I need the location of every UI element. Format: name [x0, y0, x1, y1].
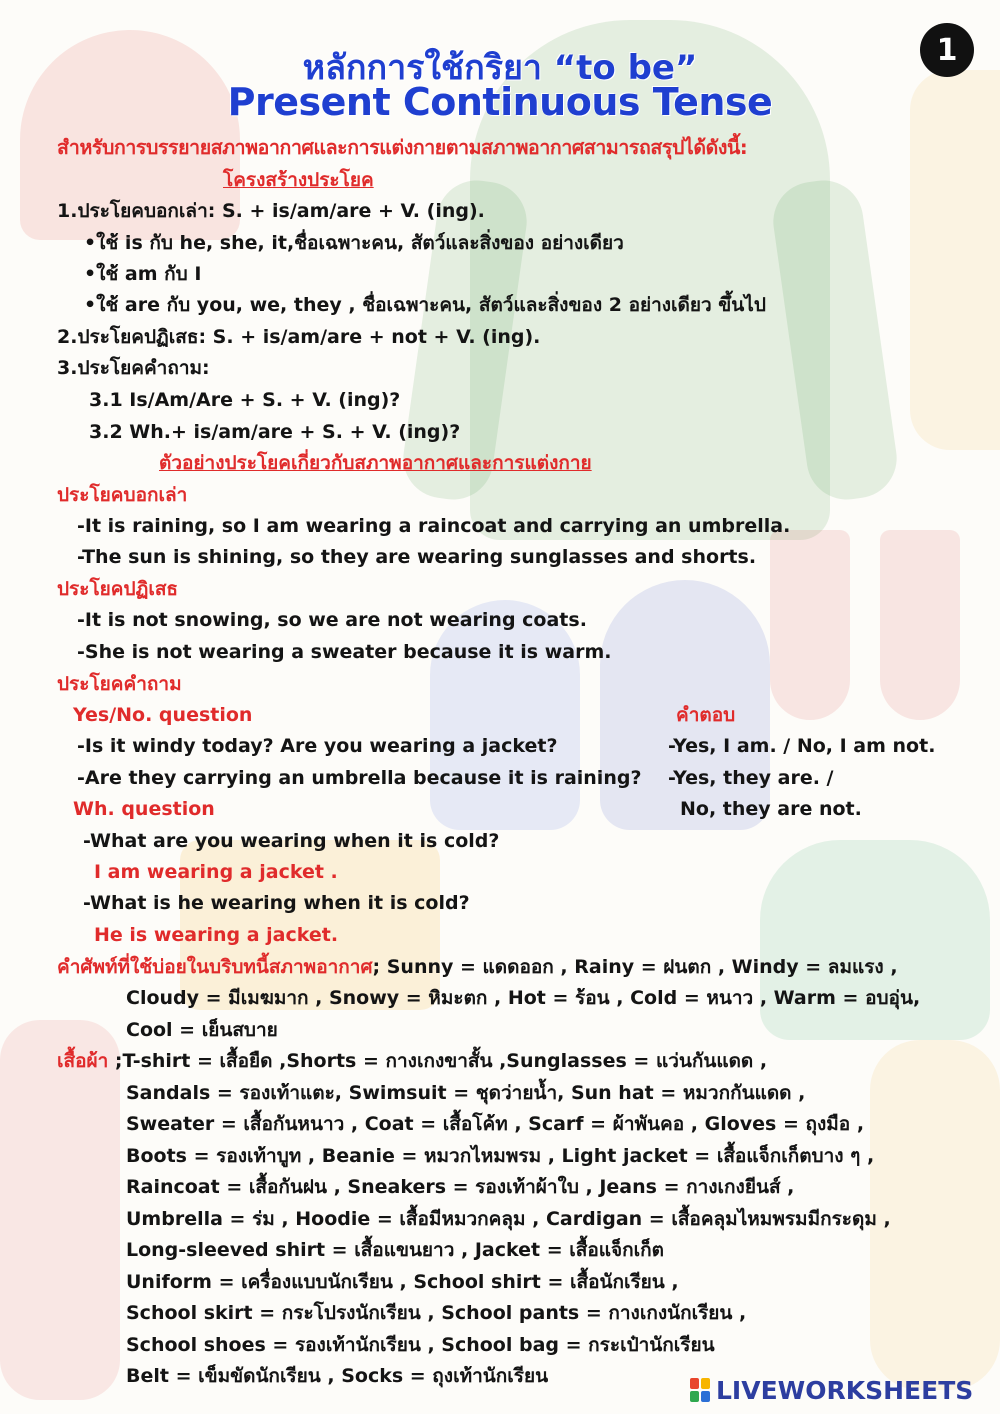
- liveworksheets-logo-text: LIVEWORKSHEETS: [716, 1375, 974, 1405]
- title-thai: หลักการใช้กริยา “to be”: [302, 48, 698, 88]
- clothes-vocab-label: เสื้อผ้า: [57, 1050, 109, 1072]
- background-scarf-illustration: [910, 70, 1000, 450]
- examples-negative-label: ประโยคปฏิเสธ: [57, 578, 179, 600]
- clothes-vocab-line-8: Uniform = เครื่องแบบนักเรียน , School shirt = เสื้อนักเรียน ,: [126, 1271, 679, 1293]
- clothes-vocab-line-1: [57, 1049, 767, 1073]
- structure-question-1: 3.1 Is/Am/Are + S. + V. (ing)?: [89, 389, 401, 411]
- examples-affirmative-label: ประโยคบอกเล่า: [57, 484, 188, 506]
- background-mitten-illustration-2: [430, 600, 580, 830]
- background-coat-illustration-left: [0, 1020, 120, 1400]
- clothes-vocab-line-11: Belt = เข็มขัดนักเรียน , Socks = ถุงเท้านักเรียน: [126, 1365, 549, 1387]
- structure-bullet-are: •ใช้ are กับ you, we, they , ชื่อเฉพาะคน, สัตว์และสิ่งของ 2 อย่างเดียว ขึ้นไป: [84, 294, 766, 316]
- clothes-vocab-line-9: School skirt = กระโปรงนักเรียน , School pants = กางเกงนักเรียน ,: [126, 1302, 747, 1324]
- yes-no-answer-2-continued: No, they are not.: [680, 798, 862, 820]
- wh-question-label: Wh. question: [73, 798, 215, 820]
- clothes-vocab-line-10: School shoes = รองเท้านักเรียน , School bag = กระเป๋านักเรียน: [126, 1334, 715, 1356]
- example-affirmative-1: -It is raining, so I am wearing a raincoat and carrying an umbrella.: [77, 515, 791, 537]
- weather-vocab-text-1: ; Sunny = แดดออก , Rainy = ฝนตก , Windy = ลมแรง ,: [372, 956, 898, 978]
- yes-no-question-2: -Are they carrying an umbrella because it is raining?: [77, 767, 642, 789]
- structure-heading: โครงสร้างประโยค: [223, 169, 374, 191]
- structure-affirmative: 1.ประโยคบอกเล่า: S. + is/am/are + V. (ing).: [57, 200, 485, 222]
- clothes-vocab-line-7: Long-sleeved shirt = เสื้อแขนยาว , Jacket = เสื้อแจ็กเก็ต: [126, 1239, 664, 1261]
- structure-question-2: 3.2 Wh.+ is/am/are + S. + V. (ing)?: [89, 421, 461, 443]
- background-sock-illustration-2: [880, 530, 960, 720]
- example-negative-1: -It is not snowing, so we are not wearing coats.: [77, 609, 587, 631]
- clothes-vocab-line-3: Sweater = เสื้อกันหนาว , Coat = เสื้อโค้ท , Scarf = ผ้าพันคอ , Gloves = ถุงมือ ,: [126, 1113, 865, 1135]
- example-affirmative-2: -The sun is shining, so they are wearing sunglasses and shorts.: [77, 546, 757, 568]
- examples-question-label: ประโยคคำถาม: [57, 673, 182, 695]
- page-number-badge: 1: [920, 23, 974, 77]
- yes-no-answer-1: -Yes, I am. / No, I am not.: [668, 735, 936, 757]
- intro-text: สำหรับการบรรยายสภาพอากาศและการแต่งกายตามสภาพอากาศสามารถสรุปได้ดังนี้:: [57, 136, 748, 159]
- weather-vocab-label: คำศัพท์ที่ใช้บ่อยในบริบทนี้สภาพอากาศ: [57, 956, 373, 978]
- wh-question-2: -What is he wearing when it is cold?: [83, 892, 470, 914]
- liveworksheets-logo[interactable]: [690, 1374, 973, 1406]
- weather-vocab-line-2: Cloudy = มีเมฆมาก , Snowy = หิมะตก , Hot = ร้อน , Cold = หนาว , Warm = อบอุ่น,: [126, 987, 921, 1009]
- structure-bullet-am: •ใช้ am กับ I: [84, 263, 202, 285]
- clothes-vocab-line-4: Boots = รองเท้าบูท , Beanie = หมวกไหมพรม , Light jacket = เสื้อแจ็กเก็ตบาง ๆ ,: [126, 1145, 875, 1167]
- clothes-vocab-line-6: Umbrella = ร่ม , Hoodie = เสื้อมีหมวกคลุม , Cardigan = เสื้อคลุมไหมพรมมีกระดุม ,: [126, 1208, 891, 1230]
- clothes-vocab-line-5: Raincoat = เสื้อกันฝน , Sneakers = รองเท้าผ้าใบ , Jeans = กางเกงยีนส์ ,: [126, 1176, 795, 1198]
- example-negative-2: -She is not wearing a sweater because it is warm.: [77, 641, 612, 663]
- background-glove-illustration: [760, 840, 990, 1040]
- wh-answer-2: He is wearing a jacket.: [94, 924, 339, 946]
- liveworksheets-logo-icon: [690, 1378, 710, 1402]
- weather-vocab-line-1: [57, 955, 898, 979]
- wh-question-1: -What are you wearing when it is cold?: [83, 830, 500, 852]
- structure-question: 3.ประโยคคำถาม:: [57, 357, 210, 379]
- weather-vocab-line-3: Cool = เย็นสบาย: [126, 1019, 278, 1041]
- answer-label: คำตอบ: [676, 704, 736, 726]
- title-tense: Present Continuous Tense: [227, 80, 773, 124]
- clothes-vocab-line-2: Sandals = รองเท้าแตะ, Swimsuit = ชุดว่ายน้ำ, Sun hat = หมวกกันแดด ,: [126, 1082, 806, 1104]
- structure-bullet-is: •ใช้ is กับ he, she, it,ชื่อเฉพาะคน, สัตว์และสิ่งของ อย่างเดียว: [84, 232, 624, 254]
- background-sock-illustration: [770, 530, 850, 720]
- yes-no-answer-2: -Yes, they are. /: [668, 767, 834, 789]
- clothes-vocab-text-1: ;T-shirt = เสื้อยืด ,Shorts = กางเกงขาสั้น ,Sunglasses = แว่นกันแดด ,: [108, 1050, 768, 1072]
- structure-negative: 2.ประโยคปฏิเสธ: S. + is/am/are + not + V. (ing).: [57, 326, 541, 348]
- yes-no-question-label: Yes/No. question: [73, 704, 253, 726]
- yes-no-question-1: -Is it windy today? Are you wearing a jacket?: [77, 735, 558, 757]
- wh-answer-1: I am wearing a jacket .: [94, 861, 338, 883]
- examples-heading: ตัวอย่างประโยคเกี่ยวกับสภาพอากาศและการแต่งกาย: [159, 452, 592, 474]
